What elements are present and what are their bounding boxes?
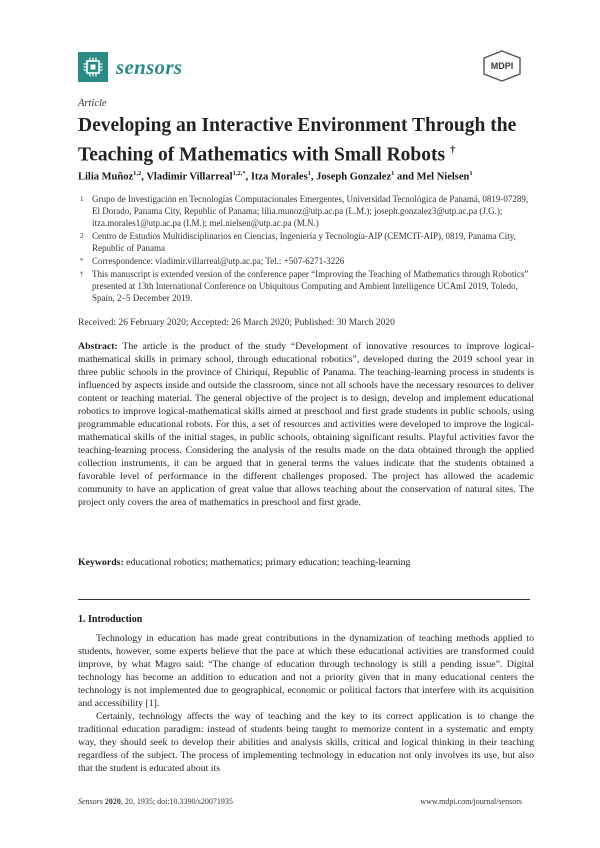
- author-name[interactable]: Mel Nielsen: [416, 171, 470, 183]
- author-affiliation-mark: 1: [391, 170, 395, 177]
- affiliation-mark: *: [80, 257, 84, 265]
- body-paragraph: Technology in education has made great contributions in the dynamization of teaching methods applied to students, however, some experts believe that the pace at which these educational activities are transformed could improve, by what Magro said: “The change of education through technology is still a pending issue”. Digital technology has become an addition to education and not a priority given that in many educational centers the technology is not implemented due to geographical, economic or political factors that interfere with its acquisition and accessibility [1].: [78, 633, 534, 709]
- affiliation-item: [78, 193, 538, 229]
- abstract: [78, 340, 534, 509]
- section-heading: 1. Introduction: [78, 614, 143, 625]
- affiliations: [78, 193, 538, 305]
- author-name[interactable]: Vladimir Villarreal: [146, 171, 233, 183]
- journal-url[interactable]: www.mdpi.com/journal/sensors: [420, 797, 522, 806]
- publication-dates: Received: 26 February 2020; Accepted: 26 March 2020; Published: 30 March 2020: [78, 318, 395, 328]
- section-divider: [78, 599, 530, 600]
- author-name[interactable]: Lilia Muñoz: [78, 171, 134, 183]
- footer-journal: Sensors: [78, 797, 103, 806]
- keywords-text: educational robotics; mathematics; primary education; teaching-learning: [126, 557, 411, 568]
- title-text: Developing an Interactive Environment Through the Teaching of Mathematics with Small Robots: [78, 115, 517, 166]
- author-list: Lilia Muñoz$^{1,2}$, Vladimir Villarreal$^{1,2,*}$, Itza Morales$^1$, Joseph Gonzalez$^1$ and Mel Nielsen$^1$: [78, 170, 473, 183]
- author-affiliation-mark: 1: [469, 170, 473, 177]
- abstract-label: Abstract:: [78, 341, 118, 352]
- mdpi-logo-icon[interactable]: [482, 50, 522, 82]
- correspondence-item: [78, 255, 538, 267]
- footer-citation: , 20, 1935; doi:10.3390/s20071935: [120, 797, 233, 806]
- affiliation-mark: †: [80, 270, 84, 278]
- keywords: [78, 557, 534, 568]
- citation-footer: [78, 797, 233, 806]
- abstract-text: The article is the product of the study “Development of innovative resources to improve logical-mathematical skills in primary school, through educational robotics”, developed during the 2019 school year in three public schools in the province of Chiriquí, Republic of Panama. The teaching-learning process in students is influenced by aspects inside and outside the classroom, since not all schools have the necessary resources to deliver content or teaching material. The general objective of the project is to design, develop and implement educational robotics to improve logical-mathematical skills aimed at preschool and first grade students in public schools, using programmable educational robots. For this, a set of resources and activities were developed to improve the logical-mathematical skills of the initial stages, in public schools, obtaining significant results. Playful activities favor the teaching-learning process. Considering the analysis of the results made on the data obtained through the applied collection instruments, it can be argued that in general terms the values indicate that the students obtained a favorable level of performance in the different challenges proposed. The project has allowed the academic community to have an application of great value that allows teaching about the conservation of natural sites. The project only covers the area of mathematics in preschool and first grade.: [78, 341, 534, 508]
- author-affiliation-mark: 1: [307, 170, 311, 177]
- article-title: [78, 114, 538, 168]
- affiliation-item: [78, 230, 538, 254]
- sensors-journal-icon: [78, 52, 108, 82]
- footnote-text: This manuscript is extended version of the conference paper “Improving the Teaching of Mathematics through Robotics” presented at 13th International Conference on Ubiquitous Computing and Ambient Intelligence UCAmI 2019, Toledo, Spain, 2–5 December 2019.: [92, 269, 529, 303]
- title-footnote-mark: †: [449, 144, 456, 156]
- journal-logo[interactable]: [78, 52, 182, 82]
- publisher-name: MDPI: [490, 61, 514, 71]
- correspondence-text[interactable]: Correspondence: vladimir.villarreal@utp.ac.pa; Tel.: +507-6271-3226: [92, 256, 345, 266]
- article-type: Article: [78, 98, 107, 109]
- footer-year: 2020: [104, 797, 121, 806]
- author-affiliation-mark: 1,2,*: [232, 170, 246, 177]
- keywords-label: Keywords:: [78, 557, 124, 568]
- author-affiliation-mark: 1,2: [133, 170, 142, 177]
- affiliation-mark: 2: [80, 232, 84, 240]
- footnote-item: [78, 268, 538, 304]
- section-body: [78, 632, 534, 775]
- journal-name: sensors: [116, 54, 183, 79]
- affiliation-text: Grupo de Investigación en Tecnologías Computacionales Emergentes, Universidad Tecnológica de Panamá, 0819-07289, El Dorado, Panama City, Republic of Panama; lilia.munoz@utp.ac.pa (L.M.); joseph.gonzalez3@utp.ac.pa (J.G.); itza.morales1@utp.ac.pa (I.M.); mel.nielsen@utp.ac.pa (M.N.): [92, 194, 529, 228]
- affiliation-text: Centro de Estudios Multidisciplinarios en Ciencias, Ingeniería y Tecnología-AIP (CEMCIT-AIP), 0819, Panama City, Republic of Panama: [92, 231, 516, 253]
- body-paragraph: Certainly, technology affects the way of teaching and the key to its correct application is to change the traditional education paradigm: instead of students being taught to memorize content in a systematic and empty way, they should seek to develop their abilities and analysis skills, critical and logical thinking in their teaching regardless of the subject. The process of implementing technology in education not only involves its use, but also that the student is educated about its: [78, 711, 534, 774]
- author-name[interactable]: Itza Morales: [250, 171, 308, 183]
- author-name[interactable]: Joseph Gonzalez: [316, 171, 392, 183]
- affiliation-mark: 1: [80, 195, 84, 203]
